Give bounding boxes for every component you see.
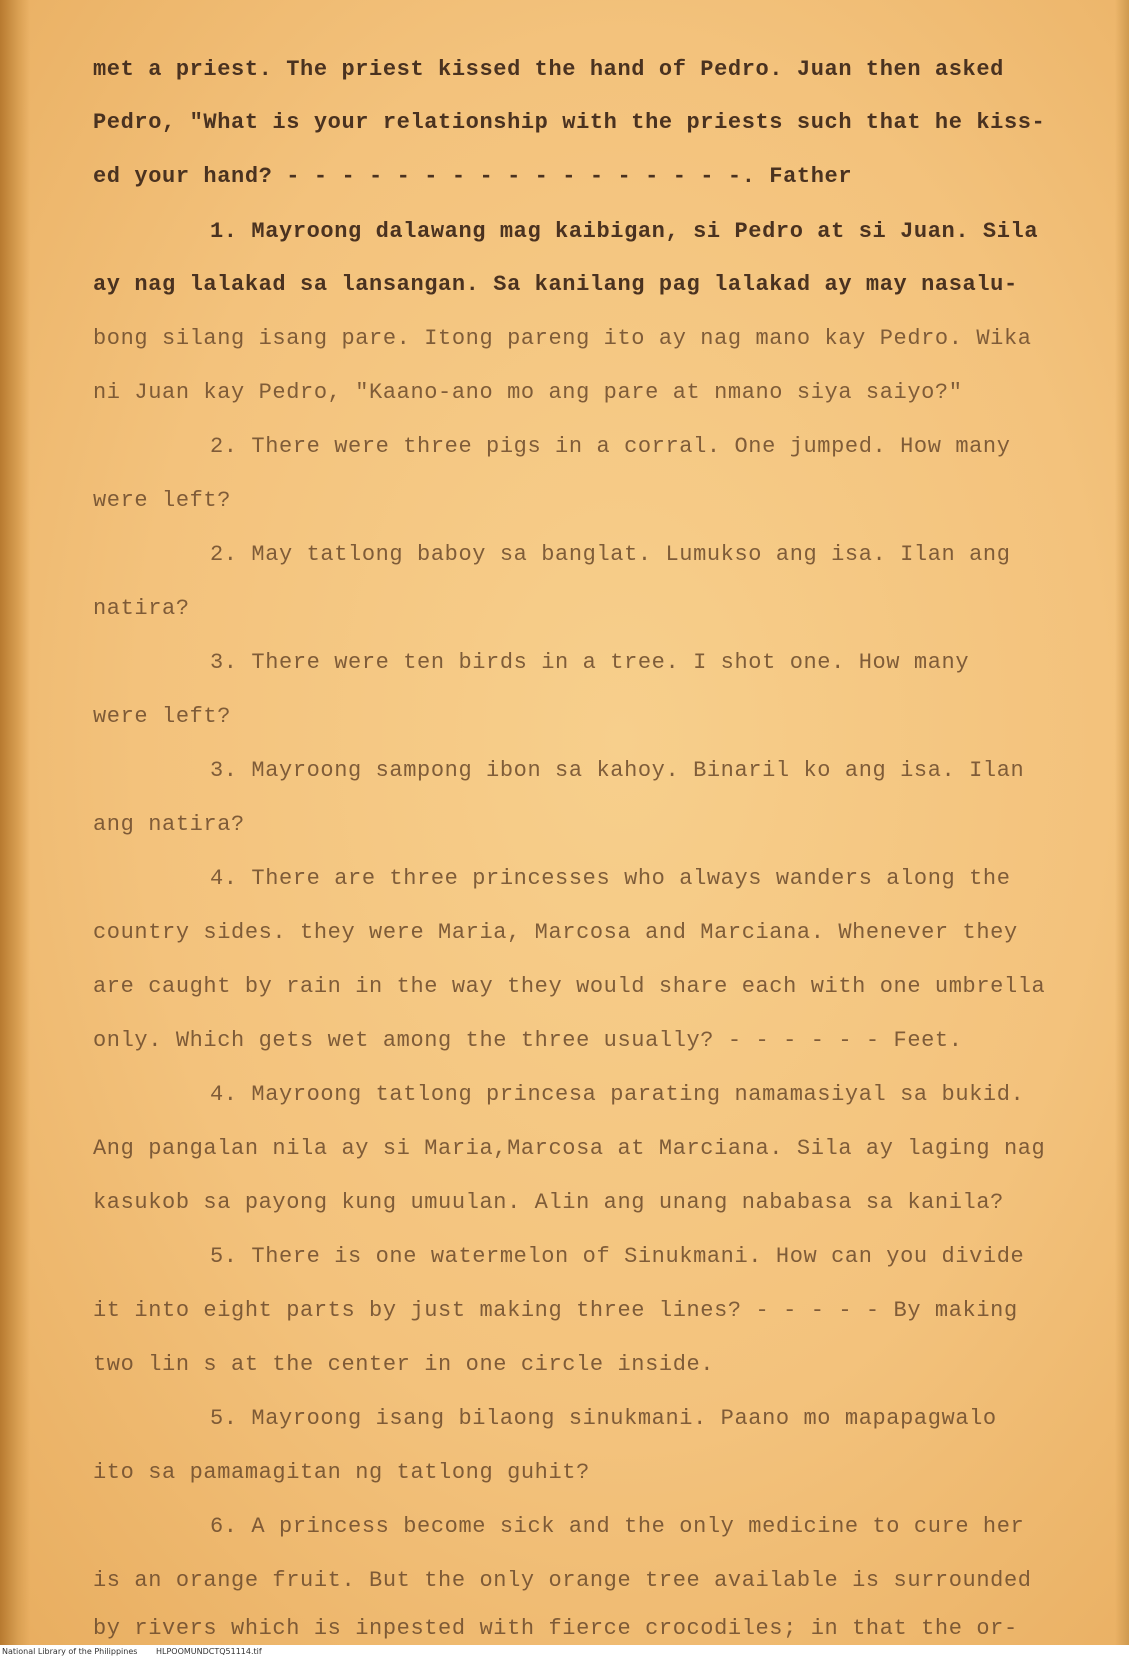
text-line: ang natira? [93, 812, 245, 837]
text-line: 2. There were three pigs in a corral. One jumped. How many [210, 434, 1011, 459]
text-line: only. Which gets wet among the three usually? - - - - - - Feet. [93, 1028, 963, 1053]
text-line: Ang pangalan nila ay si Maria,Marcosa at Marciana. Sila ay laging nag [93, 1136, 1046, 1161]
text-line: by rivers which is inpested with fierce crocodiles; in that the or- [93, 1616, 1018, 1641]
text-line: is an orange fruit. But the only orange tree available is surrounded [93, 1568, 1032, 1593]
page-binding-shadow [0, 0, 30, 1645]
text-line: ed your hand? - - - - - - - - - - - - - - - - -. Father [93, 164, 853, 189]
text-line: 4. There are three princesses who always wanders along the [210, 866, 1011, 891]
text-line: two lin s at the center in one circle inside. [93, 1352, 715, 1377]
text-line: ni Juan kay Pedro, "Kaano-ano mo ang pare at nmano siya saiyo?" [93, 380, 963, 405]
text-line: bong silang isang pare. Itong pareng ito ay nag mano kay Pedro. Wika [93, 326, 1032, 351]
footer-file-id: HLPOOMUNDCTQ51114.tif [155, 1647, 262, 1656]
text-line: Pedro, "What is your relationship with the priests such that he kiss- [93, 110, 1046, 135]
text-line: it into eight parts by just making three lines? - - - - - By making [93, 1298, 1018, 1323]
text-line: 3. There were ten birds in a tree. I shot one. How many [210, 650, 970, 675]
text-line: natira? [93, 596, 190, 621]
text-line: 2. May tatlong baboy sa banglat. Lumukso ang isa. Ilan ang [210, 542, 1011, 567]
text-line: met a priest. The priest kissed the hand of Pedro. Juan then asked [93, 57, 1004, 82]
text-line: 1. Mayroong dalawang mag kaibigan, si Pedro at si Juan. Sila [210, 219, 1039, 244]
text-line: were left? [93, 704, 232, 729]
text-line: country sides. they were Maria, Marcosa and Marciana. Whenever they [93, 920, 1018, 945]
text-line: 3. Mayroong sampong ibon sa kahoy. Binaril ko ang isa. Ilan [210, 758, 1025, 783]
text-line: ay nag lalakad sa lansangan. Sa kanilang pag lalakad ay may nasalu- [93, 272, 1018, 297]
text-line: 4. Mayroong tatlong princesa parating namamasiyal sa bukid. [210, 1082, 1025, 1107]
footer-library-name: National Library of the Philippines [2, 1647, 138, 1656]
text-line: ito sa pamamagitan ng tatlong guhit? [93, 1460, 590, 1485]
text-line: 5. Mayroong isang bilaong sinukmani. Paano mo mapapagwalo [210, 1406, 997, 1431]
text-line: 6. A princess become sick and the only medicine to cure her [210, 1514, 1025, 1539]
text-line: were left? [93, 488, 232, 513]
text-line: are caught by rain in the way they would share each with one umbrella [93, 974, 1046, 999]
text-line: kasukob sa payong kung umuulan. Alin ang unang nababasa sa kanila? [93, 1190, 1004, 1215]
text-line: 5. There is one watermelon of Sinukmani. How can you divide [210, 1244, 1025, 1269]
scan-footer [0, 1645, 1129, 1658]
